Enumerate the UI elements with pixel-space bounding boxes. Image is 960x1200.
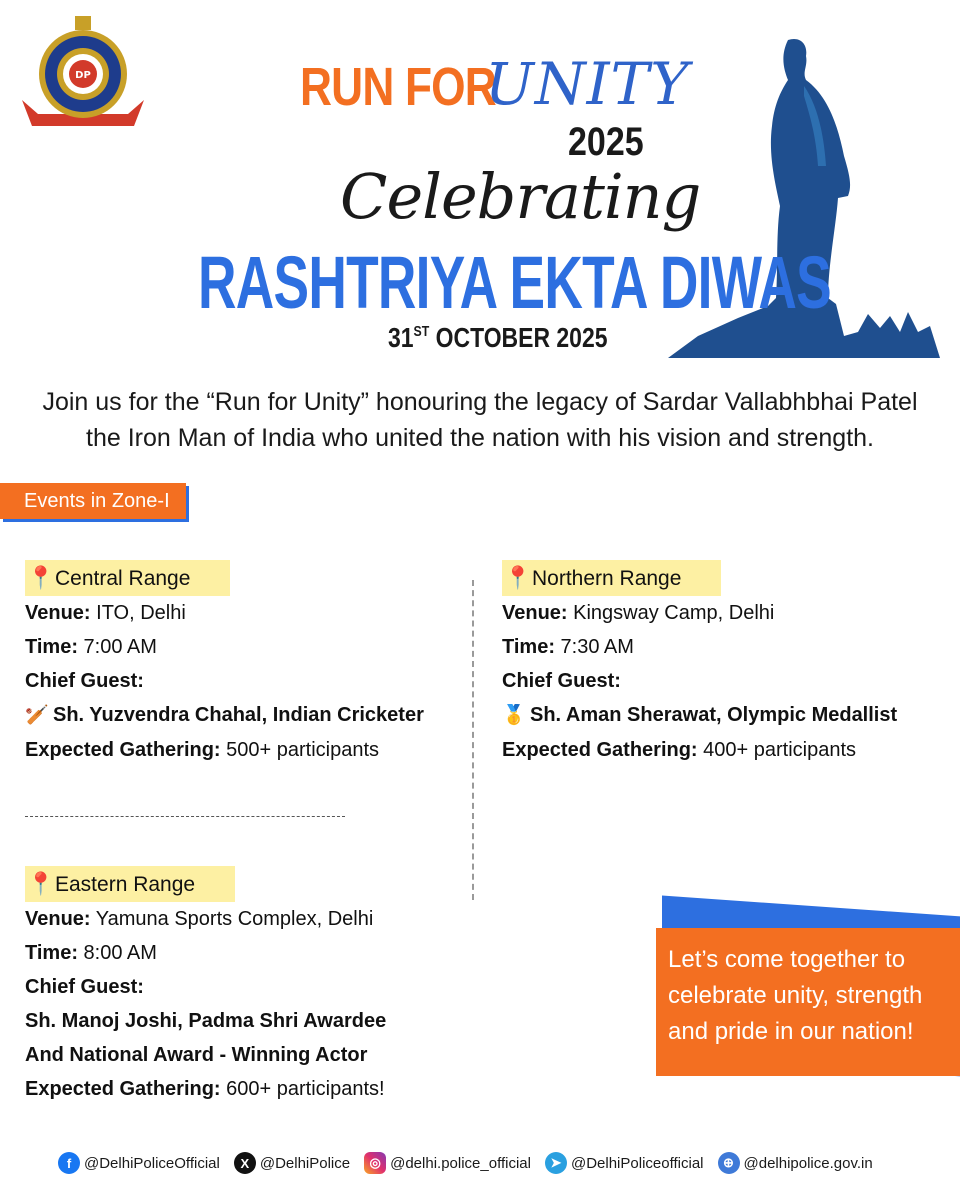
gathering-label: Expected Gathering:	[25, 739, 221, 761]
gathering-label: Expected Gathering:	[25, 1078, 221, 1100]
range-heading	[25, 560, 230, 596]
time-label: Time:	[25, 636, 78, 658]
gathering-line	[25, 733, 485, 767]
date-rest: OCTOBER 2025	[435, 322, 608, 353]
facebook-text: @DelhiPoliceOfficial	[84, 1154, 220, 1172]
social-footer	[58, 1148, 918, 1178]
chief-guest-name: Sh. Yuzvendra Chahal, Indian Cricketer	[53, 704, 424, 726]
telegram-text: @DelhiPoliceofficial	[570, 1154, 704, 1172]
range-heading	[25, 866, 235, 902]
gathering-value: 500+ participants	[226, 739, 380, 761]
delhi-police-logo	[18, 14, 148, 139]
northern-range-card	[502, 560, 960, 767]
time-value: 8:00 AM	[83, 942, 157, 964]
time-value: 7:00 AM	[83, 636, 157, 658]
chief-guest-line-2	[25, 1038, 485, 1072]
x-handle[interactable]	[234, 1152, 350, 1174]
cricket-bat-icon: 🏏	[25, 705, 49, 726]
medal-icon: 🥇	[502, 705, 526, 726]
instagram-text: @delhi.police_official	[390, 1154, 531, 1172]
range-name: Eastern Range	[55, 873, 196, 896]
gathering-line	[25, 1072, 485, 1106]
chief-guest-line	[25, 1004, 485, 1038]
cta-line-2: celebrate unity, strength	[668, 982, 923, 1009]
venue-value: ITO, Delhi	[96, 602, 186, 624]
x-text: @DelhiPolice	[259, 1154, 351, 1172]
venue-label: Venue:	[25, 602, 91, 624]
time-line	[25, 936, 485, 970]
venue-line	[25, 596, 485, 630]
svg-text:DP: DP	[75, 70, 91, 81]
time-label: Time:	[25, 942, 78, 964]
location-pin-icon: 📍	[27, 871, 55, 896]
telegram-handle[interactable]	[545, 1152, 704, 1174]
chief-guest-label-text: Chief Guest:	[25, 670, 144, 692]
gathering-value: 400+ participants	[703, 739, 857, 761]
range-name: Northern Range	[532, 567, 682, 590]
venue-label: Venue:	[25, 908, 91, 930]
chief-guest-title: And National Award - Winning Actor	[25, 1044, 368, 1066]
chief-guest-label-text: Chief Guest:	[25, 976, 144, 998]
venue-line	[25, 902, 485, 936]
cta-line-1: Let’s come together to	[668, 946, 906, 973]
instagram-icon: ◎	[364, 1152, 386, 1174]
instagram-handle[interactable]	[364, 1152, 531, 1174]
facebook-handle[interactable]	[58, 1152, 220, 1174]
time-line	[502, 630, 960, 664]
time-label: Time:	[502, 636, 555, 658]
cta-line-3: and pride in our nation!	[668, 1018, 914, 1045]
venue-value: Yamuna Sports Complex, Delhi	[95, 908, 374, 930]
chief-guest-label	[25, 970, 485, 1004]
section-divider	[25, 816, 345, 817]
chief-guest-name: Sh. Manoj Joshi, Padma Shri Awardee	[25, 1010, 387, 1032]
gathering-line	[502, 733, 960, 767]
website-link[interactable]	[718, 1152, 873, 1174]
globe-icon: ⊕	[718, 1152, 740, 1174]
intro-text	[40, 384, 920, 456]
chief-guest-label	[502, 664, 960, 698]
gathering-label: Expected Gathering:	[502, 739, 698, 761]
range-name: Central Range	[55, 567, 191, 590]
eastern-range-card	[25, 866, 485, 1106]
website-text: @delhipolice.gov.in	[743, 1154, 873, 1172]
location-pin-icon: 📍	[504, 565, 532, 590]
intro-line-1: Join us for the “Run for Unity” honouring the legacy of Sardar Vallabhbhai Patel	[42, 388, 918, 416]
date-day: 31	[388, 322, 414, 353]
x-icon: X	[234, 1152, 256, 1174]
facebook-icon: f	[58, 1152, 80, 1174]
telegram-icon: ➤	[545, 1152, 567, 1174]
title-unity: UNITY	[485, 50, 690, 118]
title-run-for: RUN FOR	[300, 57, 496, 117]
central-range-card	[25, 560, 485, 767]
time-line	[25, 630, 485, 664]
range-heading	[502, 560, 721, 596]
chief-guest-line	[502, 698, 960, 733]
cta-box	[656, 928, 960, 1076]
zone-label: Events in Zone-I	[0, 483, 186, 519]
chief-guest-name: Sh. Aman Sherawat, Olympic Medallist	[530, 704, 898, 726]
chief-guest-label	[25, 664, 485, 698]
event-date	[388, 322, 607, 354]
venue-value: Kingsway Camp, Delhi	[573, 602, 775, 624]
venue-label: Venue:	[502, 602, 568, 624]
location-pin-icon: 📍	[27, 565, 55, 590]
gathering-value: 600+ participants!	[226, 1078, 385, 1100]
time-value: 7:30 AM	[560, 636, 634, 658]
title-year: 2025	[568, 120, 644, 164]
date-suffix: ST	[413, 323, 430, 340]
venue-line	[502, 596, 960, 630]
chief-guest-line	[25, 698, 485, 733]
intro-line-2: the Iron Man of India who united the nation with his vision and strength.	[86, 424, 874, 452]
celebrating-script: Celebrating	[340, 160, 701, 233]
chief-guest-label-text: Chief Guest:	[502, 670, 621, 692]
occasion-title: RASHTRIYA EKTA DIWAS	[198, 241, 831, 324]
